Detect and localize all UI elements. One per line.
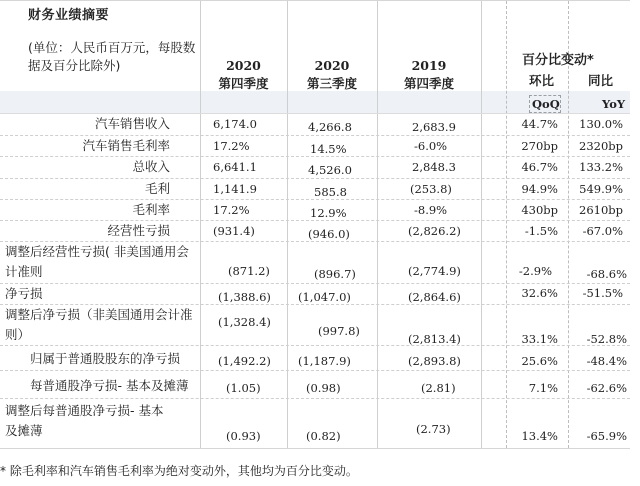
cell-value: 14.5% — [310, 142, 347, 156]
cell-value: 44.7% — [521, 117, 558, 131]
cell-value: (2.73) — [416, 422, 451, 436]
footnote: * 除毛利率和汽车销售毛利率为绝对变动外，其他均为百分比变动。 — [0, 464, 358, 478]
cell-value: 2,848.3 — [412, 160, 456, 174]
column-quarter: 第三季度 — [306, 76, 357, 91]
cell-value: (0.82) — [306, 429, 341, 443]
cell-value: 7.1% — [528, 381, 558, 395]
cell-value: (896.7) — [314, 267, 356, 281]
cell-value: (871.2) — [228, 264, 270, 278]
row-divider — [0, 135, 630, 136]
column-quarter: 第四季度 — [403, 76, 454, 91]
row-label: 调整后净亏损（非美国通用会计准则） — [5, 307, 193, 342]
cell-value: 6,641.1 — [213, 160, 257, 174]
cell-value: -62.6% — [586, 381, 627, 395]
qoq-abbr: QoQ — [532, 97, 560, 111]
unit-note: (单位：人民币百万元，每股数据及百分比除外) — [28, 40, 196, 73]
cell-value: (946.0) — [308, 227, 350, 241]
column-divider — [506, 1, 507, 448]
row-label: 归属于普通股股东的净亏损 — [30, 351, 181, 366]
cell-value: -51.5% — [582, 286, 623, 300]
row-divider — [0, 113, 630, 114]
cell-value: (2,774.9) — [408, 264, 461, 278]
qoq-header: 环比 — [529, 73, 555, 88]
cell-value: -68.6% — [586, 267, 627, 281]
yoy-abbr: YoY — [602, 97, 626, 111]
cell-value: -48.4% — [586, 354, 627, 368]
cell-value: 4,266.8 — [308, 120, 352, 134]
cell-value: 130.0% — [579, 117, 623, 131]
row-label: 毛利 — [144, 181, 170, 196]
row-label: 调整后每普通股净亏损- 基本及摊薄 — [5, 403, 164, 438]
cell-value: -8.9% — [414, 203, 448, 217]
cell-value: (2,864.6) — [408, 290, 461, 304]
yoy-header: 同比 — [588, 73, 614, 88]
cell-value: (2.81) — [421, 381, 456, 395]
column-divider — [481, 1, 482, 448]
cell-value: 2,683.9 — [412, 120, 456, 134]
row-divider — [0, 283, 630, 284]
table-title: 财务业绩摘要 — [28, 8, 110, 23]
row-label: 每普通股净亏损- 基本及摊薄 — [30, 378, 189, 393]
column-header-q4-2019 — [377, 57, 481, 93]
cell-value: 32.6% — [521, 286, 558, 300]
column-year: 2020 — [314, 58, 350, 73]
cell-value: (2,826.2) — [408, 224, 461, 238]
cell-value: 2320bp — [579, 139, 623, 153]
row-divider — [0, 178, 630, 179]
cell-value: 270bp — [521, 139, 558, 153]
cell-value: 94.9% — [521, 182, 558, 196]
cell-value: 4,526.0 — [308, 163, 352, 177]
cell-value: (0.93) — [226, 429, 261, 443]
row-divider — [0, 370, 630, 371]
cell-value: 46.7% — [521, 160, 558, 174]
cell-value: 6,174.0 — [213, 117, 257, 131]
cell-value: 1,141.9 — [213, 182, 257, 196]
cell-value: 17.2% — [213, 139, 250, 153]
cell-value: 12.9% — [310, 206, 347, 220]
cell-value: (253.8) — [410, 182, 452, 196]
cell-value: -6.0% — [414, 139, 448, 153]
cell-value: (2,813.4) — [408, 332, 461, 346]
column-header-q3-2020 — [287, 57, 377, 93]
cell-value: (1,187.9) — [298, 354, 351, 368]
row-label: 调整后经营性亏损( 非美国通用会计准则 — [5, 244, 189, 279]
row-label: 经营性亏损 — [107, 223, 170, 238]
row-label: 毛利率 — [132, 202, 170, 217]
column-quarter: 第四季度 — [218, 76, 269, 91]
row-label: 总收入 — [132, 159, 170, 174]
row-label: 净亏损 — [5, 286, 43, 301]
cell-value: (1,328.4) — [218, 315, 271, 329]
cell-value: (997.8) — [318, 324, 360, 338]
cell-value: (1,047.0) — [298, 290, 351, 304]
row-label: 汽车销售收入 — [94, 116, 170, 131]
cell-value: 133.2% — [579, 160, 623, 174]
column-year: 2020 — [226, 58, 261, 73]
cell-value: (2,893.8) — [408, 354, 461, 368]
cell-value: 549.9% — [579, 182, 623, 196]
cell-value: -65.9% — [586, 429, 627, 443]
cell-value: 585.8 — [314, 185, 347, 199]
column-year: 2019 — [411, 58, 447, 73]
row-divider — [0, 398, 630, 399]
cell-value: 430bp — [521, 203, 558, 217]
cell-value: (1.05) — [226, 381, 261, 395]
cell-value: (1,492.2) — [218, 354, 271, 368]
cell-value: -1.5% — [524, 224, 558, 238]
cell-value: -67.0% — [582, 224, 623, 238]
cell-value: (1,388.6) — [218, 290, 271, 304]
column-header-q4-2020 — [200, 57, 287, 93]
row-label: 汽车销售毛利率 — [82, 138, 170, 153]
cell-value: -52.8% — [586, 332, 627, 346]
cell-value: 33.1% — [521, 332, 558, 346]
cell-value: (931.4) — [213, 224, 255, 238]
cell-value: 25.6% — [521, 354, 558, 368]
cell-value: 13.4% — [521, 429, 558, 443]
cell-value: -2.9% — [518, 264, 552, 278]
cell-value: (0.98) — [306, 381, 341, 395]
cell-value: 2610bp — [579, 203, 623, 217]
percent-change-title: 百分比变动* — [522, 53, 594, 68]
cell-value: 17.2% — [213, 203, 250, 217]
